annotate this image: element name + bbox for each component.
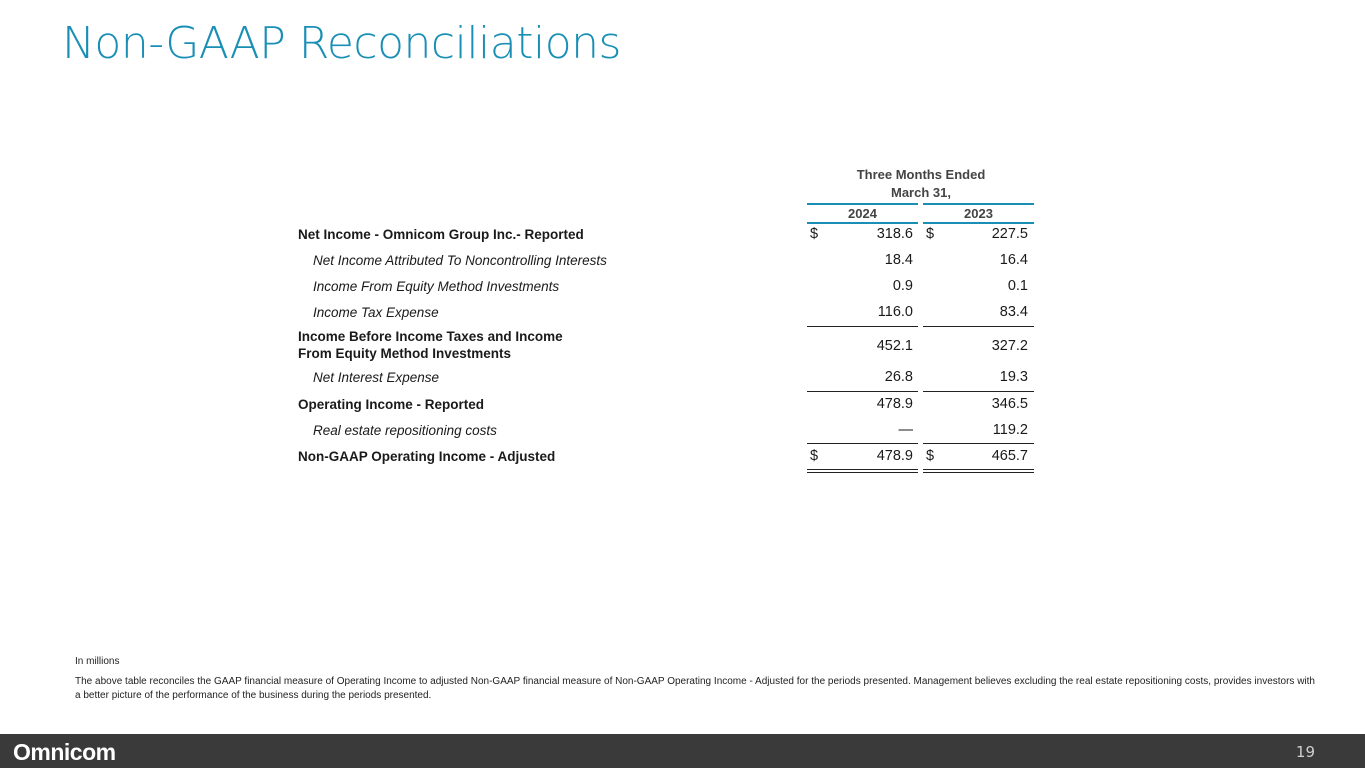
- value-2024: 478.9: [876, 448, 913, 464]
- total-double-rule: [923, 469, 1034, 473]
- value-2023: 327.2: [991, 338, 1028, 354]
- subtotal-rule: [807, 443, 918, 444]
- total-double-rule: [807, 469, 918, 473]
- value-2024: 116.0: [877, 304, 913, 320]
- row-label-equity-method-income: Income From Equity Method Investments: [313, 279, 560, 294]
- row-label-net-income-reported: Net Income - Omnicom Group Inc.- Reported: [298, 227, 584, 242]
- subtotal-rule: [807, 326, 918, 327]
- page-title: Non-GAAP Reconciliations: [62, 18, 621, 69]
- year-header-2023: 2023: [923, 203, 1034, 224]
- dollar-sign: $: [810, 448, 819, 464]
- subtotal-rule: [923, 391, 1034, 392]
- value-2024: —: [898, 422, 913, 438]
- row-label-income-tax-expense: Income Tax Expense: [313, 305, 439, 320]
- value-2023: 0.1: [1007, 278, 1028, 294]
- period-date-header: March 31,: [891, 185, 951, 200]
- value-2024: 0.9: [892, 278, 913, 294]
- subtotal-rule: [923, 443, 1034, 444]
- dollar-sign: $: [926, 448, 935, 464]
- footnote-description: The above table reconciles the GAAP financial measure of Operating Income to adjusted Non-GAAP financial measure of Non-GAAP Operating Income - Adjusted for the periods presented. Management believes excluding the real estate repositioning costs, provides investors with a better picture of the performance of the business during the periods presented.: [75, 676, 1315, 701]
- value-2023: 346.5: [991, 396, 1028, 412]
- value-2024: 452.1: [876, 338, 913, 354]
- row-label-real-estate-repositioning: Real estate repositioning costs: [313, 423, 497, 438]
- row-label-operating-income-reported: Operating Income - Reported: [298, 397, 485, 412]
- value-2023: 119.2: [992, 422, 1028, 438]
- row-label-non-gaap-operating-income: Non-GAAP Operating Income - Adjusted: [298, 449, 556, 464]
- value-2023: 16.4: [999, 252, 1028, 268]
- year-header-2024: 2024: [807, 203, 918, 224]
- value-2024: 478.9: [876, 396, 913, 412]
- subtotal-rule: [923, 326, 1034, 327]
- page-number: 19: [1295, 743, 1315, 761]
- period-header: Three Months Ended: [856, 167, 986, 182]
- omnicom-logo: Omnicom: [13, 739, 116, 765]
- value-2023: 83.4: [999, 304, 1028, 320]
- dollar-sign: $: [926, 226, 935, 242]
- value-2023: 19.3: [999, 369, 1028, 385]
- value-2023: 227.5: [991, 226, 1028, 242]
- value-2024: 318.6: [876, 226, 913, 242]
- footer-bar: [0, 734, 1365, 768]
- row-label-income-before-taxes: Income Before Income Taxes and Income: [298, 329, 563, 344]
- subtotal-rule: [807, 391, 918, 392]
- value-2023: 465.7: [991, 448, 1028, 464]
- units-note: In millions: [75, 656, 120, 667]
- value-2024: 18.4: [884, 252, 913, 268]
- row-label-net-interest-expense: Net Interest Expense: [313, 370, 440, 385]
- row-label-noncontrolling-interests: Net Income Attributed To Noncontrolling Interests: [313, 253, 607, 268]
- value-2024: 26.8: [884, 369, 913, 385]
- row-label-income-before-taxes-cont: From Equity Method Investments: [298, 346, 512, 361]
- dollar-sign: $: [810, 226, 819, 242]
